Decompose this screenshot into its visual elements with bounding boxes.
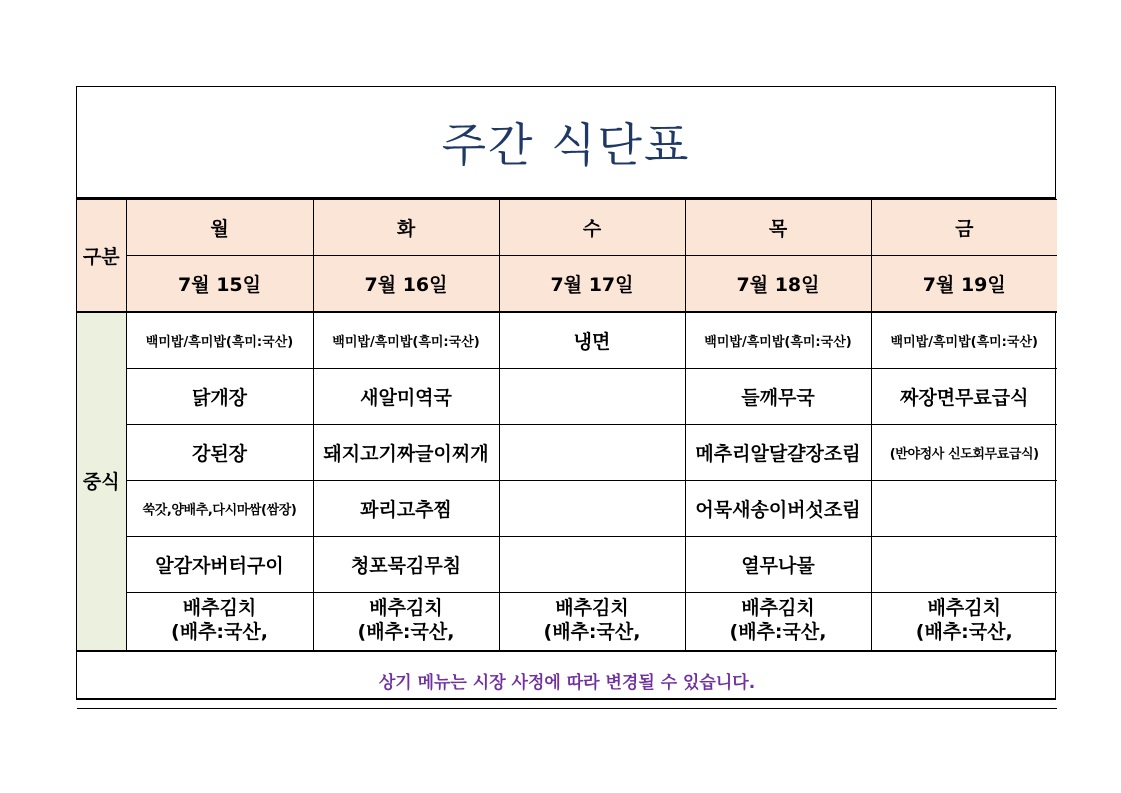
menu-row-5 [77, 537, 1057, 593]
kimchi-cell [871, 593, 1057, 652]
menu-cell: 열무나물 [685, 537, 871, 593]
menu-cell [871, 481, 1057, 537]
date-fri: 7월 19일 [871, 256, 1057, 313]
menu-cell: 백미밥/흑미밥(흑미:국산) [313, 312, 499, 369]
weekly-menu-table [77, 199, 1057, 709]
menu-cell: 청포묵김무침 [313, 537, 499, 593]
kimchi-origin: (배추:국산, [729, 621, 827, 643]
day-mon: 월 [126, 200, 313, 256]
kimchi-origin: (배추:국산, [357, 621, 455, 643]
menu-cell: 짜장면무료급식 [871, 369, 1057, 425]
menu-row-1 [77, 312, 1057, 369]
menu-row-2 [77, 369, 1057, 425]
menu-cell: 쑥갓,양배추,다시마쌈(쌈장) [126, 481, 313, 537]
date-wed: 7월 17일 [499, 256, 685, 313]
kimchi-origin: (배추:국산, [171, 621, 268, 643]
menu-cell: 냉면 [499, 312, 685, 369]
day-header-row [77, 200, 1057, 256]
kimchi-row [77, 593, 1057, 652]
menu-cell [499, 369, 685, 425]
page-title: 주간 식단표 [77, 87, 1055, 199]
kimchi-name: 배추김치 [927, 597, 1001, 619]
kimchi-cell [685, 593, 871, 652]
menu-cell: 메추리알달걀장조림 [685, 425, 871, 481]
menu-cell: 꽈리고추찜 [313, 481, 499, 537]
kimchi-name: 배추김치 [555, 597, 629, 619]
menu-cell: 들깨무국 [685, 369, 871, 425]
menu-cell [499, 481, 685, 537]
meal-label: 중식 [77, 312, 126, 651]
kimchi-name: 배추김치 [741, 597, 815, 619]
menu-sheet [76, 86, 1056, 700]
category-label: 구분 [77, 200, 126, 313]
menu-row-3 [77, 425, 1057, 481]
day-thu: 목 [685, 200, 871, 256]
date-mon: 7월 15일 [126, 256, 313, 313]
kimchi-cell [313, 593, 499, 652]
menu-cell: 백미밥/흑미밥(흑미:국산) [126, 312, 313, 369]
menu-cell: 닭개장 [126, 369, 313, 425]
day-tue: 화 [313, 200, 499, 256]
menu-cell: 새알미역국 [313, 369, 499, 425]
date-header-row [77, 256, 1057, 313]
menu-cell: 강된장 [126, 425, 313, 481]
kimchi-name: 배추김치 [182, 597, 257, 619]
date-tue: 7월 16일 [313, 256, 499, 313]
menu-cell: (반야정사 신도회무료급식) [871, 425, 1057, 481]
date-thu: 7월 18일 [685, 256, 871, 313]
menu-row-4 [77, 481, 1057, 537]
kimchi-origin: (배추:국산, [915, 621, 1013, 643]
day-fri: 금 [871, 200, 1057, 256]
menu-cell: 백미밥/흑미밥(흑미:국산) [685, 312, 871, 369]
menu-cell [499, 425, 685, 481]
menu-cell: 돼지고기짜글이찌개 [313, 425, 499, 481]
note-row [77, 651, 1057, 709]
kimchi-cell [499, 593, 685, 652]
kimchi-origin: (배추:국산, [543, 621, 641, 643]
menu-cell: 어묵새송이버섯조림 [685, 481, 871, 537]
menu-cell: 백미밥/흑미밥(흑미:국산) [871, 312, 1057, 369]
day-wed: 수 [499, 200, 685, 256]
menu-cell [499, 537, 685, 593]
menu-change-note: 상기 메뉴는 시장 사정에 따라 변경될 수 있습니다. [77, 651, 1057, 709]
menu-cell: 알감자버터구이 [126, 537, 313, 593]
kimchi-name: 배추김치 [369, 597, 443, 619]
menu-cell [871, 537, 1057, 593]
kimchi-cell [126, 593, 313, 652]
